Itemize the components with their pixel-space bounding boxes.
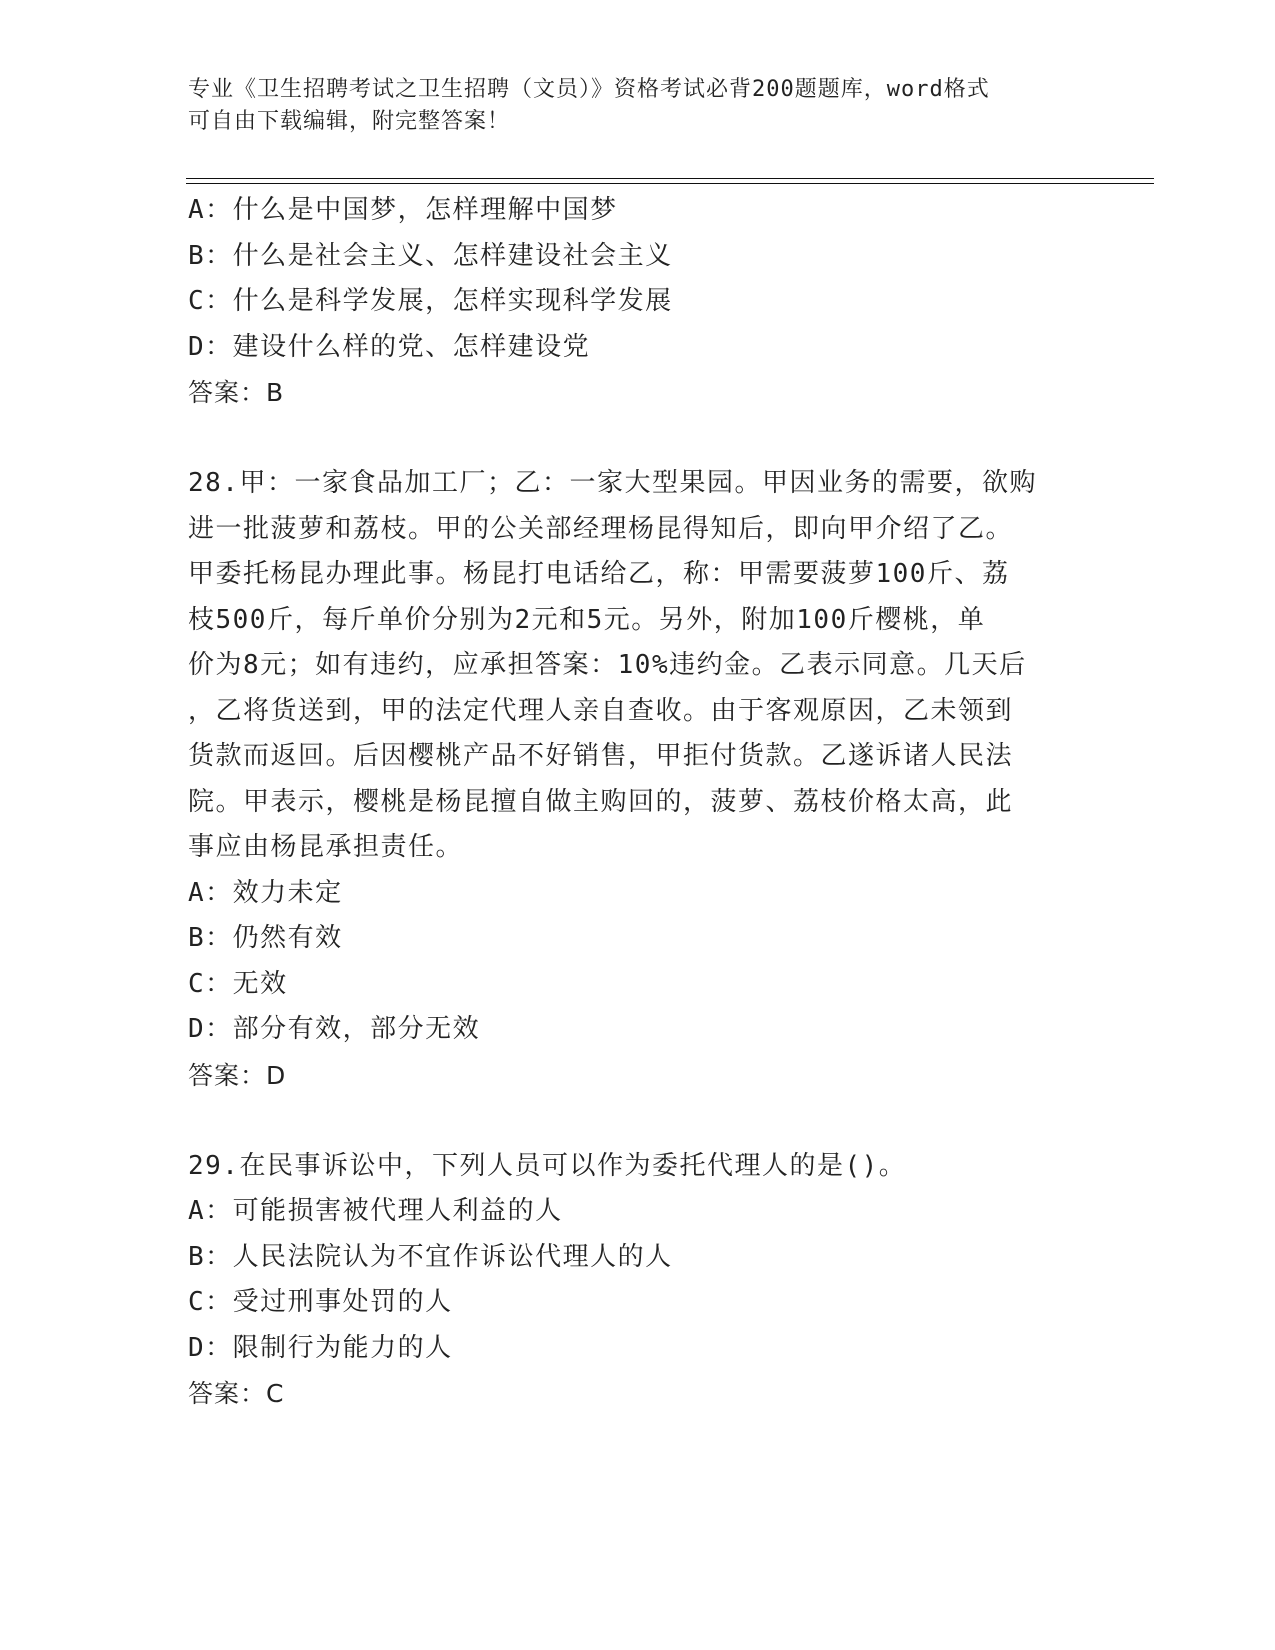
question-stem-line: 院。甲表示，樱桃是杨昆擅自做主购回的，菠萝、荔枝价格太高，此: [188, 786, 1014, 817]
question-stem-line: 价为8元；如有违约，应承担答案：10%违约金。乙表示同意。几天后: [188, 650, 1027, 680]
header-line-1: 专业《卫生招聘考试之卫生招聘（文员）》资格考试必背200题题库，word格式: [188, 77, 990, 102]
question-stem-line: 28.甲：一家食品加工厂；乙：一家大型果园。甲因业务的需要，欲购: [188, 468, 1037, 498]
option-c: C：受过刑事处罚的人: [188, 1287, 453, 1317]
question-27: [188, 188, 1088, 416]
question-28: [188, 461, 1088, 1098]
question-stem-line: 甲委托杨昆办理此事。杨昆打电话给乙，称：甲需要菠萝100斤、荔: [188, 559, 1010, 589]
question-stem-line: 进一批菠萝和荔枝。甲的公关部经理杨昆得知后，即向甲介绍了乙。: [188, 513, 1014, 544]
option-d: D：限制行为能力的人: [188, 1332, 453, 1363]
option-a: A：什么是中国梦，怎样理解中国梦: [188, 195, 618, 225]
question-stem-line: 枝500斤，每斤单价分别为2元和5元。另外，附加100斤樱桃，单: [188, 604, 986, 635]
header-divider-bottom: [186, 183, 1154, 184]
answer: 答案：C: [188, 1379, 285, 1408]
header-divider-top: [186, 178, 1154, 179]
option-b: B：人民法院认为不宜作诉讼代理人的人: [188, 1241, 673, 1272]
option-a: A：效力未定: [188, 877, 343, 908]
question-stem-line: 货款而返回。后因樱桃产品不好销售，甲拒付货款。乙遂诉诸人民法: [188, 741, 1014, 771]
question-stem-line: 事应由杨昆承担责任。: [188, 832, 464, 862]
question-stem: 29.在民事诉讼中，下列人员可以作为委托代理人的是()。: [188, 1150, 907, 1181]
option-b: B：仍然有效: [188, 923, 343, 953]
question-29: [188, 1144, 1088, 1417]
answer: 答案：D: [188, 1060, 287, 1090]
header-line-2: 可自由下载编辑，附完整答案！: [188, 109, 511, 134]
document-header: [188, 74, 1068, 138]
option-d: D：建设什么样的党、怎样建设党: [188, 331, 591, 362]
option-c: C：无效: [188, 968, 288, 999]
answer: 答案：B: [188, 378, 285, 407]
option-a: A：可能损害被代理人利益的人: [188, 1196, 563, 1226]
option-c: C：什么是科学发展，怎样实现科学发展: [188, 286, 673, 316]
document-body: [188, 188, 1088, 1417]
spacer: [188, 416, 1088, 462]
option-d: D：部分有效，部分无效: [188, 1014, 481, 1044]
spacer: [188, 1098, 1088, 1144]
question-stem-line: ，乙将货送到，甲的法定代理人亲自查收。由于客观原因，乙未领到: [188, 695, 1014, 726]
option-b: B：什么是社会主义、怎样建设社会主义: [188, 240, 673, 271]
